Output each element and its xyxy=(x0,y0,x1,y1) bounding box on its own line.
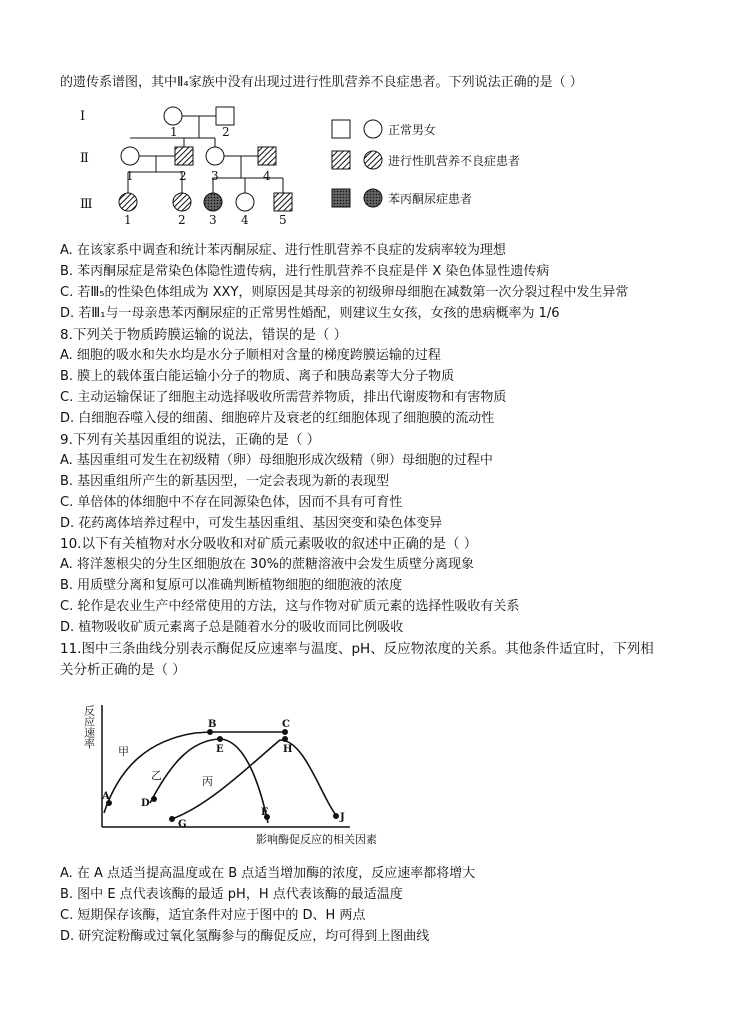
q8-option-a: A. 细胞的吸水和失水均是水分子顺相对含量的梯度跨膜运输的过程 xyxy=(60,348,441,363)
point-d xyxy=(152,797,157,802)
label-f: F xyxy=(261,807,269,818)
gen3-num-1: 1 xyxy=(124,213,132,225)
label-e: E xyxy=(216,744,224,755)
q11-option-c: C. 短期保存该酶，适宜条件对应于图中的 D、H 两点 xyxy=(60,908,366,923)
q8-option-c: C. 主动运输保证了细胞主动选择吸收所需营养物质，排出代谢废物和有害物质 xyxy=(60,390,507,405)
label-g: G xyxy=(178,819,187,830)
pedigree-chart xyxy=(60,100,660,225)
q9-stem: 9.下列有关基因重组的说法，正确的是（ ） xyxy=(60,432,321,448)
gen1-num-2: 2 xyxy=(222,125,230,139)
gen1-male-2 xyxy=(216,107,234,125)
label-h: H xyxy=(283,744,293,755)
gen3-num-4: 4 xyxy=(241,213,249,225)
gen-label-3: Ⅲ xyxy=(80,197,93,212)
q8-stem: 8.下列关于物质跨膜运输的说法，错误的是（ ） xyxy=(60,327,348,343)
point-g xyxy=(170,817,175,822)
legend-normal-male xyxy=(332,120,350,138)
enzyme-rate-graph xyxy=(80,695,410,845)
gen-label-1: Ⅰ xyxy=(80,109,86,124)
q7-option-c: C. 若Ⅲ₅的性染色体组成为 XXY，则原因是其母亲的初级卵母细胞在减数第一次分裂过程中发生异常 xyxy=(60,285,629,300)
q11-stem-line2: 关分析正确的是（ ） xyxy=(60,662,186,678)
y-axis-label: 反应速率 xyxy=(82,705,96,749)
legend-dmd-label: 进行性肌营养不良症患者 xyxy=(388,154,521,168)
gen3-female-1 xyxy=(119,193,137,211)
gen3-num-3: 3 xyxy=(209,213,217,225)
legend-pku-male xyxy=(332,189,350,207)
gen2-female-3 xyxy=(206,147,224,165)
point-h xyxy=(283,737,288,742)
gen1-num-1: 1 xyxy=(170,125,178,139)
point-b xyxy=(208,730,213,735)
q9-option-b: B. 基因重组所产生的新基因型，一定会表现为新的表现型 xyxy=(60,474,390,489)
legend-pku-female xyxy=(364,189,382,207)
legend-normal-female xyxy=(364,120,382,138)
q8-option-b: B. 膜上的载体蛋白能运输小分子的物质、离子和胰岛素等大分子物质 xyxy=(60,369,455,384)
q7-option-d: D. 若Ⅲ₁与一母亲患苯丙酮尿症的正常男性婚配，则建议生女孩，女孩的患病概率为 1/6 xyxy=(60,306,560,321)
x-axis-label: 影响酶促反应的相关因素 xyxy=(256,833,377,845)
intro-line: 的遗传系谱图，其中Ⅱ₄家族中没有出现过进行性肌营养不良症患者。下列说法正确的是（ ） xyxy=(60,75,583,90)
point-c xyxy=(283,730,288,735)
q11-option-d: D. 研究淀粉酶或过氧化氢酶参与的酶促反应，均可得到上图曲线 xyxy=(60,929,430,944)
gen2-female-1 xyxy=(121,147,139,165)
gen2-male-2 xyxy=(175,147,193,165)
gen3-female-4 xyxy=(236,193,254,211)
q10-stem: 10.以下有关植物对水分吸收和对矿质元素吸收的叙述中正确的是（ ） xyxy=(60,536,478,552)
gen2-num-1: 1 xyxy=(126,169,134,183)
gen3-female-3 xyxy=(204,193,222,211)
curve-jia xyxy=(104,732,285,813)
label-j: J xyxy=(340,812,345,823)
legend-normal-label: 正常男女 xyxy=(388,123,437,137)
q7-option-b: B. 苯丙酮尿症是常染色体隐性遗传病，进行性肌营养不良症是伴 X 染色体显性遗传病 xyxy=(60,264,550,279)
gen2-male-4 xyxy=(258,147,276,165)
q9-option-d: D. 花药离体培养过程中，可发生基因重组、基因突变和染色体变异 xyxy=(60,516,443,531)
curve-label-jia: 甲 xyxy=(118,745,129,758)
gen1-female-1 xyxy=(164,107,182,125)
q8-option-d: D. 白细胞吞噬入侵的细菌、细胞碎片及衰老的红细胞体现了细胞膜的流动性 xyxy=(60,411,495,426)
legend-dmd-male xyxy=(332,151,350,169)
legend-dmd-female xyxy=(364,151,382,169)
q9-option-c: C. 单倍体的体细胞中不存在同源染色体，因而不具有可育性 xyxy=(60,495,403,510)
gen2-num-4: 4 xyxy=(263,169,271,183)
q11-option-a: A. 在 A 点适当提高温度或在 B 点适当增加酶的浓度，反应速率都将增大 xyxy=(60,866,476,881)
q10-option-b: B. 用质壁分离和复原可以准确判断植物细胞的细胞液的浓度 xyxy=(60,578,403,593)
label-d: D xyxy=(141,798,150,809)
label-c: C xyxy=(282,719,290,730)
gen3-male-5 xyxy=(274,193,292,211)
q11-stem-line1: 11.图中三条曲线分别表示酶促反应速率与温度、pH、反应物浓度的关系。其他条件适宜时，下列相 xyxy=(60,641,654,657)
gen-label-2: Ⅱ xyxy=(80,151,89,166)
curve-label-bing: 丙 xyxy=(202,775,213,788)
gen3-num-2: 2 xyxy=(178,213,186,225)
q7-option-a: A. 在该家系中调查和统计苯丙酮尿症、进行性肌营养不良症的发病率较为理想 xyxy=(60,243,506,258)
point-j xyxy=(334,814,339,819)
gen3-female-2 xyxy=(173,193,191,211)
q11-option-b: B. 图中 E 点代表该酶的最适 pH，H 点代表该酶的最适温度 xyxy=(60,887,403,902)
label-b: B xyxy=(208,719,217,730)
q10-option-d: D. 植物吸收矿质元素离子总是随着水分的吸收而同比例吸收 xyxy=(60,620,404,635)
curve-label-yi: 乙 xyxy=(151,769,162,782)
gen2-num-2: 2 xyxy=(179,169,187,183)
point-e xyxy=(218,737,223,742)
q9-option-a: A. 基因重组可发生在初级精（卵）母细胞形成次级精（卵）母细胞的过程中 xyxy=(60,453,493,468)
legend-pku-label: 苯丙酮尿症患者 xyxy=(388,192,473,206)
gen3-num-5: 5 xyxy=(279,213,287,225)
q10-option-a: A. 将洋葱根尖的分生区细胞放在 30%的蔗糖溶液中会发生质壁分离现象 xyxy=(60,557,474,572)
q10-option-c: C. 轮作是农业生产中经常使用的方法，这与作物对矿质元素的选择性吸收有关系 xyxy=(60,599,520,614)
gen2-num-3: 3 xyxy=(211,169,219,183)
label-a: A xyxy=(102,791,110,802)
